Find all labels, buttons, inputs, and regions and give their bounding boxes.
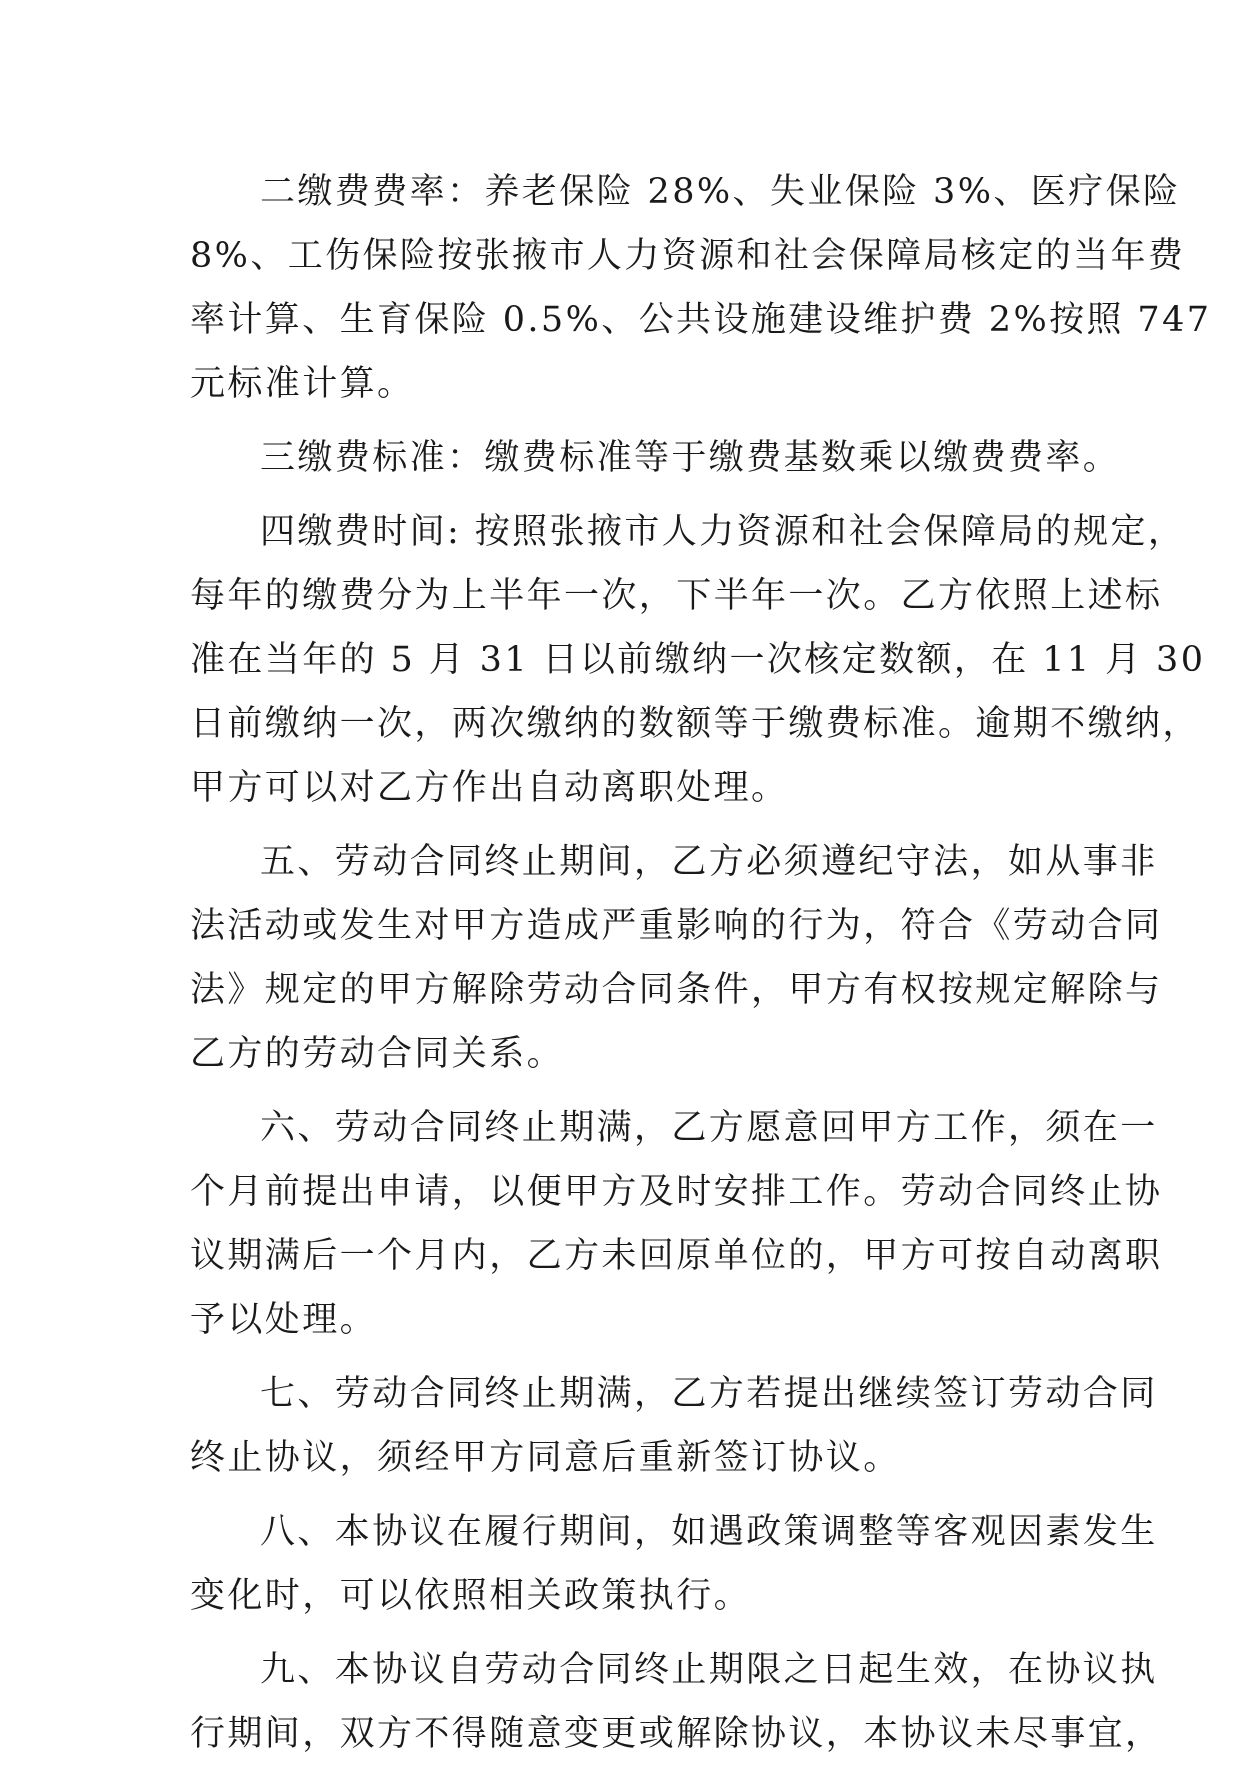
paragraph-line: 8%、工伤保险按张掖市人力资源和社会保障局核定的当年费: [190, 236, 1186, 276]
paragraph-gap: [190, 820, 1050, 830]
paragraph-gap: [190, 1490, 1050, 1500]
paragraph-line: 元标准计算。: [190, 364, 415, 404]
paragraph-clause-five: [190, 830, 1163, 1086]
paragraph-clause-seven: [190, 1362, 1158, 1490]
paragraph-clause-six: [190, 1096, 1163, 1352]
paragraph-clause-eight: [190, 1500, 1158, 1628]
paragraph-line: 日前缴纳一次，两次缴纳的数额等于缴费标准。逾期不缴纳，: [190, 704, 1200, 744]
paragraph-gap: [190, 1628, 1050, 1638]
paragraph-line: 终止协议，须经甲方同意后重新签订协议。: [190, 1438, 901, 1478]
paragraph-line: 二缴费费率：养老保险 28%、失业保险 3%、医疗保险: [260, 172, 1181, 212]
paragraph-line: 五、劳动合同终止期间，乙方必须遵纪守法，如从事非: [260, 842, 1158, 882]
paragraph-line: 四缴费时间: 按照张掖市人力资源和社会保障局的规定，: [260, 512, 1186, 552]
paragraph-contribution-standard: [190, 426, 1121, 490]
paragraph-gap: [190, 490, 1050, 500]
paragraph-contribution-time: [190, 500, 1206, 820]
paragraph-clause-nine: [190, 1638, 1163, 1766]
paragraph-gap: [190, 1352, 1050, 1362]
paragraph-gap: [190, 416, 1050, 426]
paragraph-line: 法》规定的甲方解除劳动合同条件，甲方有权按规定解除与: [190, 970, 1163, 1010]
paragraph-line: 八、本协议在履行期间，如遇政策调整等客观因素发生: [260, 1512, 1158, 1552]
paragraph-line: 率计算、生育保险 0.5%、公共设施建设维护费 2%按照 747: [190, 300, 1212, 340]
paragraph-line: 九、本协议自劳动合同终止期限之日起生效，在协议执: [260, 1650, 1158, 1690]
paragraph-line: 每年的缴费分为上半年一次，下半年一次。乙方依照上述标: [190, 576, 1163, 616]
paragraph-contribution-rate: [190, 160, 1212, 416]
document-body: [190, 160, 1212, 1766]
paragraph-line: 个月前提出申请，以便甲方及时安排工作。劳动合同终止协: [190, 1172, 1163, 1212]
paragraph-line: 甲方可以对乙方作出自动离职处理。: [190, 768, 789, 808]
paragraph-line: 法活动或发生对甲方造成严重影响的行为，符合《劳动合同: [190, 906, 1163, 946]
paragraph-line: 予以处理。: [190, 1300, 378, 1340]
paragraph-line: 变化时，可以依照相关政策执行。: [190, 1576, 752, 1616]
paragraph-line: 准在当年的 5 月 31 日以前缴纳一次核定数额，在 11 月 30: [190, 640, 1206, 680]
paragraph-line: 行期间，双方不得随意变更或解除协议，本协议未尽事宜，: [190, 1714, 1163, 1754]
paragraph-line: 六、劳动合同终止期满，乙方愿意回甲方工作，须在一: [260, 1108, 1158, 1148]
paragraph-gap: [190, 1086, 1050, 1096]
paragraph-line: 乙方的劳动合同关系。: [190, 1034, 565, 1074]
paragraph-line: 七、劳动合同终止期满，乙方若提出继续签订劳动合同: [260, 1374, 1158, 1414]
paragraph-line: 三缴费标准：缴费标准等于缴费基数乘以缴费费率。: [260, 438, 1121, 478]
paragraph-line: 议期满后一个月内，乙方未回原单位的，甲方可按自动离职: [190, 1236, 1163, 1276]
